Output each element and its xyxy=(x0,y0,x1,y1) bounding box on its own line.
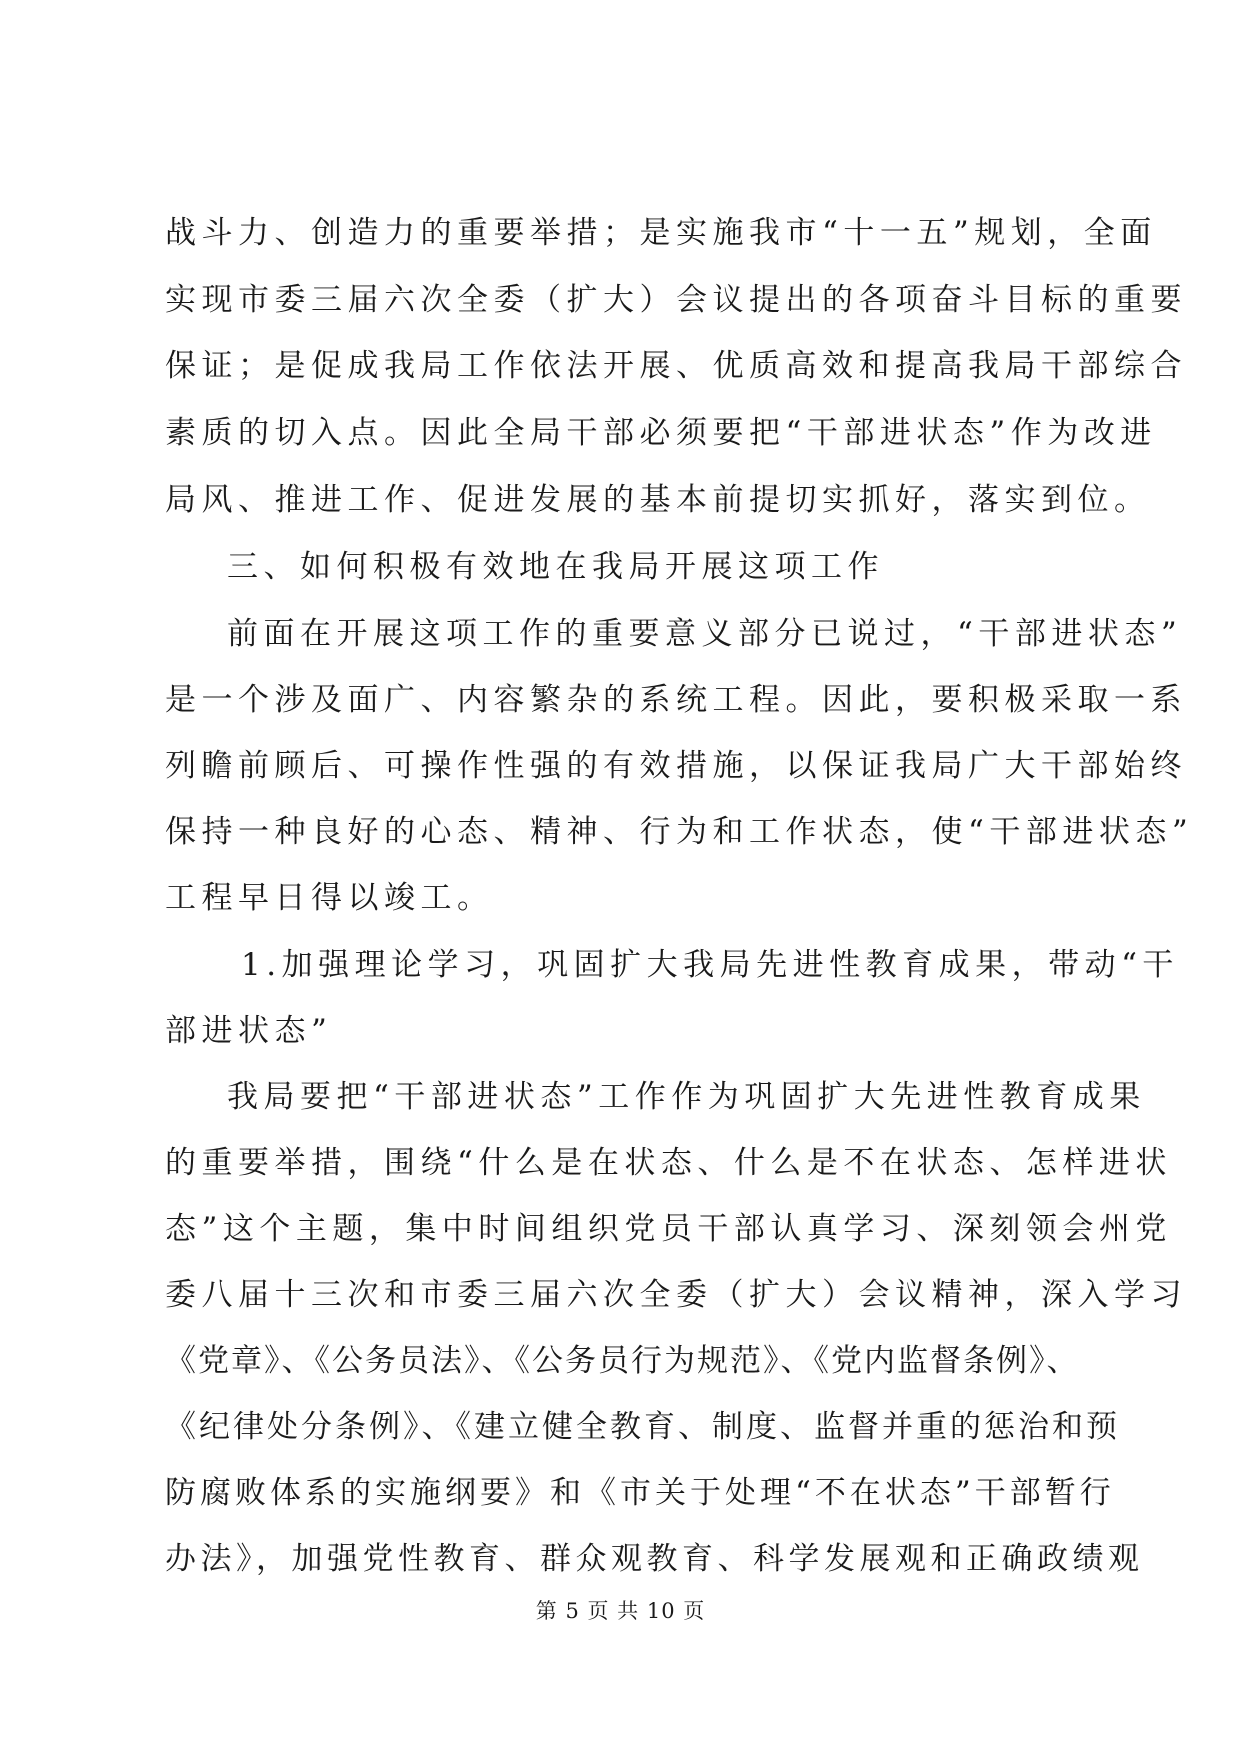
text-line: 实现市委三届六次全委（扩大）会议提出的各项奋斗目标的重要 xyxy=(165,282,1187,318)
section-heading: 三、如何积极有效地在我局开展这项工作 xyxy=(227,549,884,585)
page-footer xyxy=(0,1597,1241,1625)
text-line: 办法》，加强党性教育、群众观教育、科学发展观和正确政绩观 xyxy=(165,1541,1144,1577)
text-line: 局风、推进工作、促进发展的基本前提切实抓好，落实到位。 xyxy=(165,482,1151,518)
text-line: 素质的切入点。因此全局干部必须要把“干部进状态”作为改进 xyxy=(165,415,1157,451)
text-line: 《纪律处分条例》、《建立健全教育、制度、监督并重的惩治和预 xyxy=(165,1409,1120,1445)
subsection-heading-continued: 部进状态” xyxy=(165,1013,333,1049)
text-line: 保证；是促成我局工作依法开展、优质高效和提高我局干部综合 xyxy=(165,348,1187,384)
text-line: 我局要把“干部进状态”工作作为巩固扩大先进性教育成果 xyxy=(227,1079,1146,1115)
text-line: 态”这个主题，集中时间组织党员干部认真学习、深刻领会州党 xyxy=(165,1211,1172,1247)
page-number: 第 5 页 共 10 页 xyxy=(535,1599,706,1623)
text-line: 保持一种良好的心态、精神、行为和工作状态，使“干部进状态” xyxy=(165,814,1194,850)
subsection-heading: 1.加强理论学习，巩固扩大我局先进性教育成果，带动“干 xyxy=(241,947,1179,983)
text-line: 战斗力、创造力的重要举措；是实施我市“十一五”规划，全面 xyxy=(165,215,1157,251)
text-line: 前面在开展这项工作的重要意义部分已说过，“干部进状态” xyxy=(227,616,1183,652)
text-line: 工程早日得以竣工。 xyxy=(165,880,494,916)
text-line: 的重要举措，围绕“什么是在状态、什么是不在状态、怎样进状 xyxy=(165,1145,1172,1181)
text-line: 《党章》、《公务员法》、《公务员行为规范》、《党内监督条例》、 xyxy=(165,1343,1080,1379)
text-line: 是一个涉及面广、内容繁杂的系统工程。因此，要积极采取一系 xyxy=(165,682,1187,718)
text-line: 防腐败体系的实施纲要》和《市关于处理“不在状态”干部暂行 xyxy=(165,1475,1115,1511)
text-line: 委八届十三次和市委三届六次全委（扩大）会议精神，深入学习 xyxy=(165,1277,1187,1313)
text-line: 列瞻前顾后、可操作性强的有效措施，以保证我局广大干部始终 xyxy=(165,748,1187,784)
